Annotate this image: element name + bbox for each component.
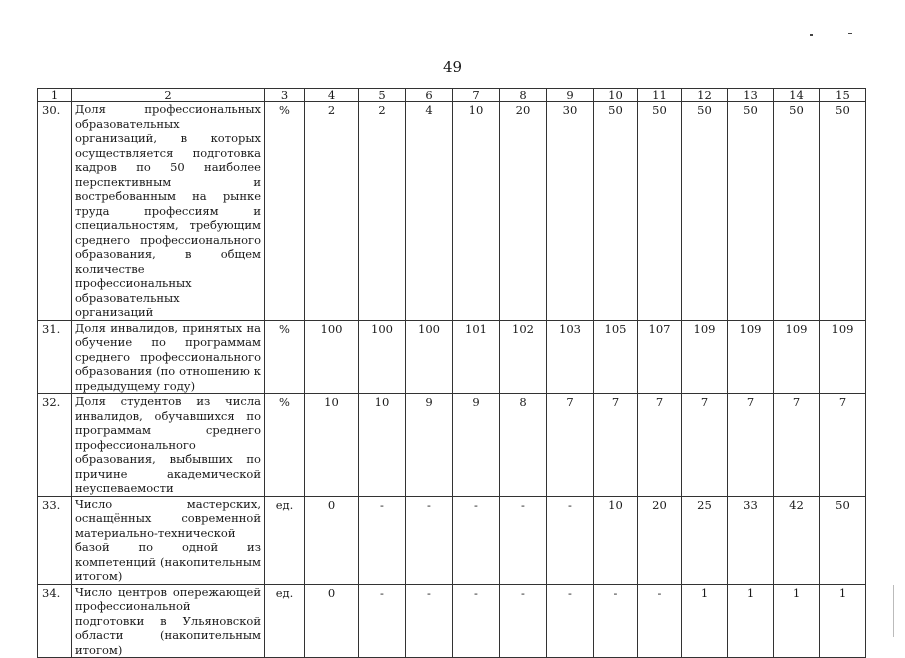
indicator-description: Доля инвалидов, принятых на обучение по программам среднего профессионального образования (по отношению к предыдущему году) [72, 320, 265, 394]
value-cell: 10 [453, 102, 500, 321]
indicator-description: Доля профессиональных образовательных организаций, в которых осуществляется подготовка кадров по 50 наиболее перспективным и востребованным на рынке труда профессиям и специальностям, требующим среднего профессионального образования, в общем количестве профессиональных образовательных организаций [72, 102, 265, 321]
value-cell: 102 [500, 320, 547, 394]
value-cell: 107 [638, 320, 682, 394]
indicators-table [37, 88, 866, 658]
row-number: 30. [38, 102, 72, 321]
value-cell: - [453, 496, 500, 584]
value-cell: - [500, 584, 547, 658]
header-cell: 10 [594, 89, 638, 102]
value-cell: - [594, 584, 638, 658]
header-cell: 5 [359, 89, 406, 102]
value-cell: 1 [774, 584, 820, 658]
row-number: 34. [38, 584, 72, 658]
indicator-description: Доля студентов из числа инвалидов, обучавшихся по программам среднего профессионального образования, выбывших по причине академической неуспеваемости [72, 394, 265, 497]
unit-cell: % [265, 102, 305, 321]
value-cell: - [547, 584, 594, 658]
indicator-description: Число мастерских, оснащённых современной материально-технической базой по одной из компетенций (накопительным итогом) [72, 496, 265, 584]
value-cell: 109 [682, 320, 728, 394]
unit-cell: % [265, 394, 305, 497]
row-number: 32. [38, 394, 72, 497]
value-cell: 4 [406, 102, 453, 321]
table-row [38, 102, 866, 321]
value-cell: 109 [820, 320, 866, 394]
header-cell: 4 [305, 89, 359, 102]
header-cell: 11 [638, 89, 682, 102]
value-cell: 50 [594, 102, 638, 321]
value-cell: 2 [305, 102, 359, 321]
value-cell: - [453, 584, 500, 658]
header-cell: 12 [682, 89, 728, 102]
value-cell: 7 [594, 394, 638, 497]
value-cell: 100 [305, 320, 359, 394]
value-cell: 10 [359, 394, 406, 497]
scan-edge-mark [893, 585, 894, 637]
table-row [38, 584, 866, 658]
value-cell: 10 [594, 496, 638, 584]
value-cell: 50 [774, 102, 820, 321]
value-cell: 33 [728, 496, 774, 584]
value-cell: 101 [453, 320, 500, 394]
value-cell: 42 [774, 496, 820, 584]
scan-mark [848, 33, 852, 34]
value-cell: - [359, 584, 406, 658]
value-cell: 1 [728, 584, 774, 658]
value-cell: 0 [305, 496, 359, 584]
value-cell: 10 [305, 394, 359, 497]
value-cell: 105 [594, 320, 638, 394]
value-cell: - [500, 496, 547, 584]
unit-cell: % [265, 320, 305, 394]
value-cell: 7 [547, 394, 594, 497]
value-cell: 9 [453, 394, 500, 497]
value-cell: 50 [820, 496, 866, 584]
page-number: 49 [442, 58, 463, 76]
value-cell: 1 [820, 584, 866, 658]
value-cell: 7 [728, 394, 774, 497]
value-cell: 2 [359, 102, 406, 321]
value-cell: 20 [500, 102, 547, 321]
value-cell: - [359, 496, 406, 584]
value-cell: 9 [406, 394, 453, 497]
value-cell: 103 [547, 320, 594, 394]
table-body [38, 89, 866, 658]
header-cell: 1 [38, 89, 72, 102]
header-row [38, 89, 866, 102]
header-cell: 9 [547, 89, 594, 102]
value-cell: 25 [682, 496, 728, 584]
value-cell: 50 [820, 102, 866, 321]
header-cell: 13 [728, 89, 774, 102]
value-cell: - [638, 584, 682, 658]
value-cell: - [547, 496, 594, 584]
table-row [38, 320, 866, 394]
value-cell: 7 [682, 394, 728, 497]
header-cell: 2 [72, 89, 265, 102]
header-cell: 14 [774, 89, 820, 102]
value-cell: 100 [359, 320, 406, 394]
value-cell: - [406, 496, 453, 584]
value-cell: 109 [774, 320, 820, 394]
value-cell: 8 [500, 394, 547, 497]
value-cell: 20 [638, 496, 682, 584]
row-number: 31. [38, 320, 72, 394]
unit-cell: ед. [265, 584, 305, 658]
unit-cell: ед. [265, 496, 305, 584]
value-cell: - [406, 584, 453, 658]
value-cell: 50 [638, 102, 682, 321]
value-cell: 0 [305, 584, 359, 658]
row-number: 33. [38, 496, 72, 584]
header-cell: 3 [265, 89, 305, 102]
value-cell: 100 [406, 320, 453, 394]
value-cell: 7 [638, 394, 682, 497]
value-cell: 109 [728, 320, 774, 394]
table-row [38, 394, 866, 497]
header-cell: 8 [500, 89, 547, 102]
header-cell: 7 [453, 89, 500, 102]
table-row [38, 496, 866, 584]
value-cell: 50 [682, 102, 728, 321]
header-cell: 15 [820, 89, 866, 102]
value-cell: 30 [547, 102, 594, 321]
value-cell: 7 [774, 394, 820, 497]
value-cell: 7 [820, 394, 866, 497]
indicator-description: Число центров опережающей профессиональной подготовки в Ульяновской области (накопительным итогом) [72, 584, 265, 658]
value-cell: 1 [682, 584, 728, 658]
scan-mark [810, 34, 813, 36]
value-cell: 50 [728, 102, 774, 321]
header-cell: 6 [406, 89, 453, 102]
